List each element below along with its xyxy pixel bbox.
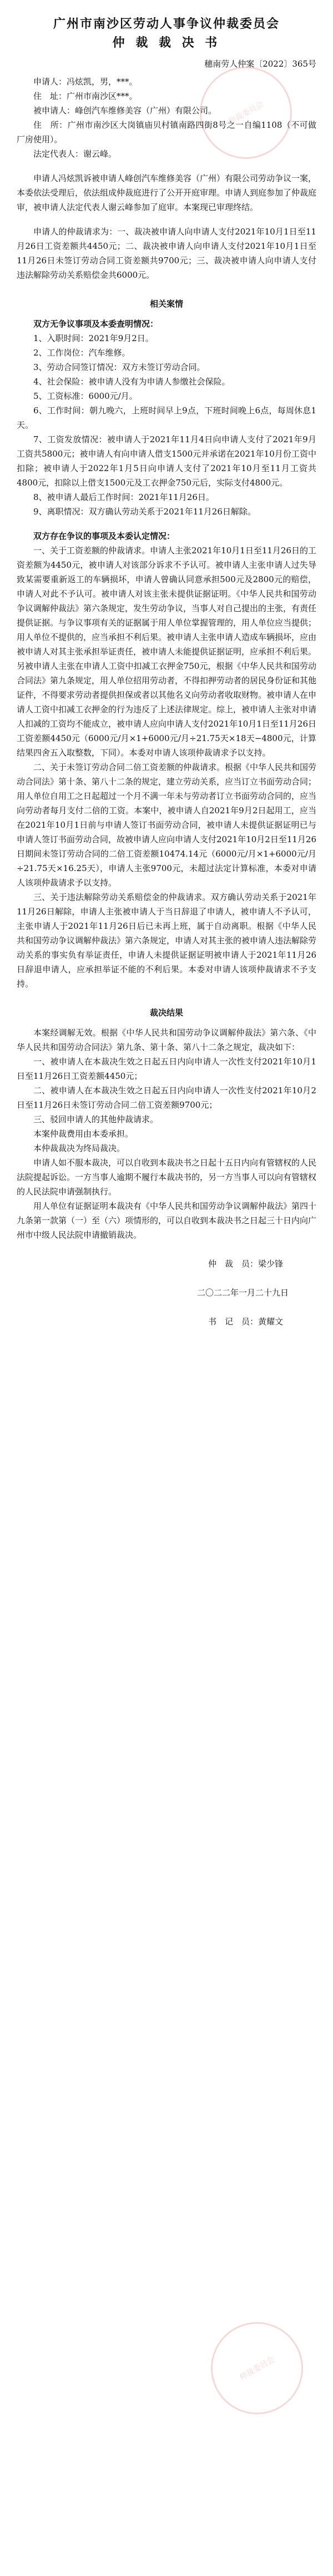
party-line: 法定代表人：谢云峰。 [33, 149, 117, 159]
claims-paragraph: 申请人的仲裁请求为：一、裁决被申请人向申请人支付2021年10月1日至11月26日工资差额共4450元；二、裁决被申请人向申请人支付2021年10月1日至11月26日未签订劳动合同工资差额共9700元；三、裁决被申请人向申请人支付违法解除劳动关系赔偿金共6000元。 [17, 227, 316, 280]
ruling-item: 二、被申请人在本裁决生效之日起五日内向申请人一次性支付2021年10月2日至11月26日未签订劳动合同二倍工资差额9700元； [17, 1086, 316, 1110]
dispute-item: 三、关于违法解除劳动关系赔偿金的仲裁请求。双方确认劳动关系于2021年11月26日解除，申请人主张被申请人于当日辞退了申请人，被申请人不予认可，主张申请人于2021年11月26日后已未再上班，属于自动离职。根据《中华人民共和国劳动争议调解仲裁法》第六条规定，申请人对其主张的被申请人违法解除劳动关系的事实负有举证责任，申请人未提供证据证明被申请人于2021年11月26日辞退申请人，应承担举证不能的不利后果。本委对申请人该项仲裁请求不予支持。 [17, 892, 317, 989]
fact-item: 8、被申请人最后工作时间：2021年11月26日。 [33, 492, 214, 502]
fact-item: 6、工作时间：朝九晚六，上班时间早上9点，下班时间晚上6点，每周休息1天。 [17, 406, 316, 430]
dispute-item: 一、关于工资差额的仲裁请求。申请人主张2021年10月1日至11月26日的工资差额为4450元，被申请人对该部分诉求不予认可。被申请人主张申请人过失导致某需要重新返工的车辆损坏，申请人曾确认同意承担500元及2800元的赔偿，申请人对此不予认可。被申请人对该主张未提供证据证明。《中华人民共和国劳动争议调解仲裁法》第六条规定，发生劳动争议，当事人对自己提出的主张，有责任提供证据。与争议事项有关的证据属于用人单位掌握管理的，用人单位应当提供；用人单位不提供的，应当承担不利后果。被申请人主张申请人造成车辆损坏，应由被申请人对其主张承担举证责任，被申请人未能提供证据证明，应承担不利后果。另被申请人主张在申请人工资中扣减工衣押金750元，根据《中华人民共和国劳动合同法》第九条规定，用人单位招用劳动者，不得扣押劳动者的居民身份证和其他证件，不得要求劳动者提供担保或者以其他名义向劳动者收取财物。被申请人在申请人工资中扣减工衣押金的行为违反了上述法律规定。综上，被申请人主张对申请人扣减的工资均不能成立，被申请人应向申请人支付2021年10月1日至11月26日工资差额4450元（6000元/月×1+6000元/月÷21.75天×18天−4800元，计算结果四舍五入取整数，下同）。本委对申请人该项仲裁请求予以支持。 [17, 546, 317, 758]
award-date: 二〇二二年一月二十九日 [196, 1288, 289, 1298]
party-line: 被申请人：峰创汽车维修美容（广州）有限公司。 [33, 106, 217, 116]
document-title: 仲 裁 裁 决 书 [112, 36, 221, 50]
case-number: 穗南劳人仲案〔2022〕365号 [204, 59, 316, 69]
arbitration-award-document [17, 0, 316, 1329]
disputes-list [17, 543, 316, 991]
official-seal-watermark: 仲裁委员会 [194, 2305, 320, 2432]
undisputed-facts-subheading: 双方无争议事项及本委查明情况： [33, 319, 159, 329]
closing-notes [17, 1127, 316, 1242]
ruling-intro: 本案经调解无效。根据《中华人民共和国劳动争议调解仲裁法》第六条、《中华人民共和国劳动合同法》第九条、第十条、第八十二条之规定，裁决如下： [17, 1028, 316, 1052]
closing-line: 本案仲裁费用由本委承担。 [33, 1129, 134, 1139]
fact-item: 5、工资标准：6000元/月。 [33, 391, 138, 401]
party-line: 申请人：冯炫凯，男，***。 [33, 77, 138, 87]
arbitrator-signature: 仲 裁 员：梁少锋 [208, 1259, 283, 1269]
fact-item: 9、离职情况：双方确认劳动关系于2021年11月26日解除。 [33, 507, 256, 517]
party-line: 住 所：广州市南沙区大岗镇庙贝村镇南路四街8号之一自编1108（不可做厂房使用）。 [17, 120, 316, 144]
facts-heading: 相关案情 [149, 299, 183, 309]
parties-section [17, 74, 316, 161]
clerk-signature: 书 记 员：黄耀文 [208, 1317, 283, 1327]
closing-line: 用人单位有证据证明本裁决有《中华人民共和国劳动争议调解仲裁法》第四十九条第一款第（一）至（六）项情形的，可以自收到本裁决书之日起三十日内向广州市中级人民法院申请撤销裁决。 [17, 1201, 317, 1240]
ruling-heading: 裁决结果 [149, 1008, 183, 1018]
disputed-matters-subheading: 双方存在争议的事项及本委认定情况： [33, 531, 175, 541]
ruling-item: 三、驳回申请人的其他仲裁请求。 [33, 1114, 159, 1124]
fact-item: 7、工资发放情况：被申请人于2021年11月4日向申请人支付了2021年9月工资共5800元；被申请人有向申请人借支1500元并承诺在2021年10月份工资中扣除；被申请人于2022年1月5日向申请人支付了2021年10月至11月工资共4800元，扣除以上借支1500元及工衣押金750元后，实际支付4800元。 [17, 434, 316, 488]
facts-list [17, 331, 316, 519]
fact-item: 1、入职时间：2021年9月2日。 [33, 333, 154, 343]
ruling-item: 一、被申请人在本裁决生效之日起五日内向申请人一次性支付2021年10月1日至11月26日工资差额4450元； [17, 1057, 316, 1081]
dispute-item: 二、关于未签订劳动合同二倍工资差额的仲裁请求。根据《中华人民共和国劳动合同法》第十条、第八十二条的规定，建立劳动关系，应当订立书面劳动合同；用人单位自用工之日起超过一个月不满一年未与劳动者订立书面劳动合同的，应当向劳动者每月支付二倍的工资。本案中，被申请人自2021年9月2日起用工，应当在2021年10月1日前与申请人签订书面劳动合同，被申请人未提供证据证明已与申请人签订书面劳动合同，故被申请人应向申请人支付2021年10月2日至11月26日期间未签订劳动合同的二倍工资差额10474.14元（6000元/月×1+6000元/月÷21.75天×16.25天），申请人主张9700元，未超过法定计算标准，本委对申请人该项仲裁请求予以支持。 [17, 762, 317, 888]
issuing-authority-title: 广州市南沙区劳动人事争议仲裁委员会 [53, 17, 280, 31]
rulings-list [17, 1054, 316, 1127]
fact-item: 2、工作岗位：汽车维修。 [33, 348, 130, 358]
fact-item: 4、社会保险：被申请人没有为申请人参缴社会保险。 [33, 377, 230, 387]
official-seal-watermark: 仲裁委员会 [183, 50, 309, 176]
fact-item: 3、劳动合同签订情况：双方未签订劳动合同。 [33, 362, 205, 372]
closing-line: 申请人如不服本裁决，可以自收到本裁决书之日起十五日内向有管辖权的人民法院提起诉讼。一方当事人逾期不履行本裁决书的，另一方当事人可以向有管辖权的人民法院申请强制执行。 [17, 1158, 317, 1197]
case-intro: 申请人冯炫凯诉被申请人峰创汽车维修美容（广州）有限公司劳动争议一案，本委依法受理后，依法组成仲裁庭进行了公开开庭审理。申请人到庭参加了仲裁庭审，被申请人法定代表人谢云峰参加了庭审。本案现已审理终结。 [17, 173, 317, 212]
party-line: 住 址：广州市南沙区***。 [33, 91, 138, 101]
closing-line: 本仲裁裁决为终局裁决。 [33, 1143, 125, 1153]
